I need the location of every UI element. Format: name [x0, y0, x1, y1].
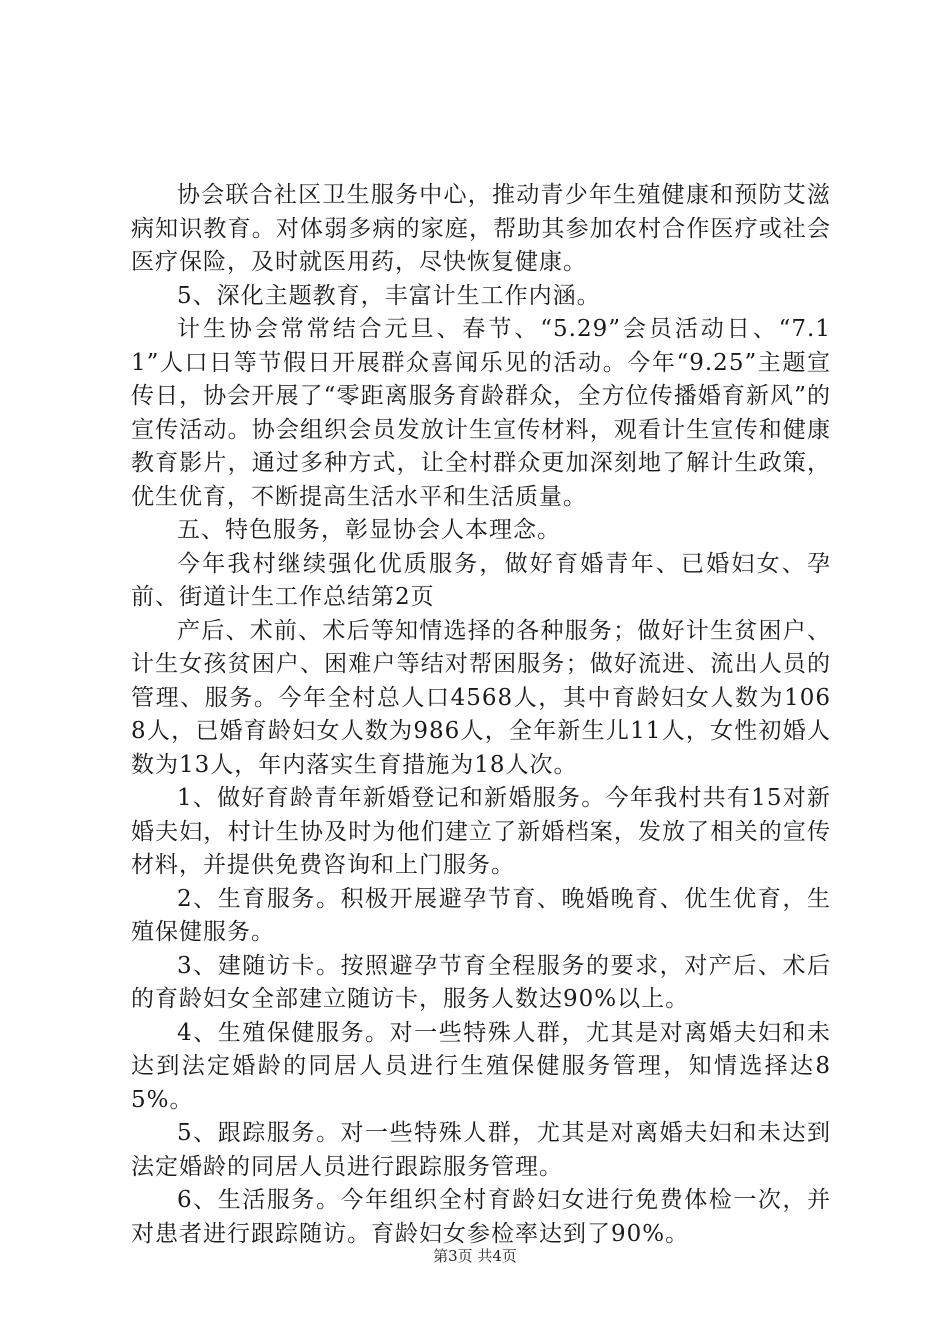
paragraph-health-education: 协会联合社区卫生服务中心，推动青少年生殖健康和预防艾滋病知识教育。对体弱多病的家庭，帮助其参加农村合作医疗或社会医疗保险，及时就医用药，尽快恢复健康。 — [131, 182, 831, 275]
paragraph-festival-activities: 计生协会常常结合元旦、春节、“5.29”会员活动日、“7.11”人口日等节假日开展群众喜闻乐见的活动。今年“9.25”主题宣传日，协会开展了“零距离服务育龄群众，全方位传播婚育新风”的宣传活动。协会组织会员发放计生宣传材料，观看计生宣传和健康教育影片，通过多种方式，让全村群众更加深刻地了解计生政策，优生优育，不断提高生活水平和生活质量。 — [131, 316, 831, 510]
paragraph-reproductive-health: 4、生殖保健服务。对一些特殊人群，尤其是对离婚夫妇和未达到法定婚龄的同居人员进行生殖保健服务管理，知情选择达85%。 — [131, 1019, 831, 1113]
page-number-footer: 第3页 共4页 — [433, 1247, 517, 1265]
section-heading-featured-services: 五、特色服务，彰显协会人本理念。 — [177, 517, 561, 543]
paragraph-life-service: 6、生活服务。今年组织全村育龄妇女进行免费体检一次，并对患者进行跟踪随访。育龄妇女参检率达到了90%。 — [131, 1187, 831, 1247]
paragraph-birth-service: 2、生育服务。积极开展避孕节育、晚婚晚育、优生优育，生殖保健服务。 — [131, 885, 831, 945]
paragraph-service-statistics: 产后、术前、术后等知情选择的各种服务；做好计生贫困户、计生女孩贫困户、困难户等结对帮困服务；做好流进、流出人员的管理、服务。今年全村总人口4568人，其中育龄妇女人数为1068人，已婚育龄妇女人数为986人，全年新生儿11人，女性初婚人数为13人，年内落实生育措施为18人次。 — [131, 617, 831, 778]
paragraph-quality-service-intro: 今年我村继续强化优质服务，做好育婚青年、已婚妇女、孕前、街道计生工作总结第2页 — [131, 550, 831, 610]
document-body — [131, 179, 831, 1251]
paragraph-newlywed-service: 1、做好育龄青年新婚登记和新婚服务。今年我村共有15对新婚夫妇，村计生协及时为他们建立了新婚档案，发放了相关的宣传材料，并提供免费咨询和上门服务。 — [131, 785, 831, 878]
paragraph-follow-up-cards: 3、建随访卡。按照避孕节育全程服务的要求，对产后、术后的育龄妇女全部建立随访卡，服务人数达90%以上。 — [131, 952, 831, 1012]
paragraph-tracking-service: 5、跟踪服务。对一些特殊人群，尤其是对离婚夫妇和未达到法定婚龄的同居人员进行跟踪服务管理。 — [131, 1120, 831, 1180]
paragraph-theme-education-heading: 5、深化主题教育，丰富计生工作内涵。 — [177, 282, 601, 309]
